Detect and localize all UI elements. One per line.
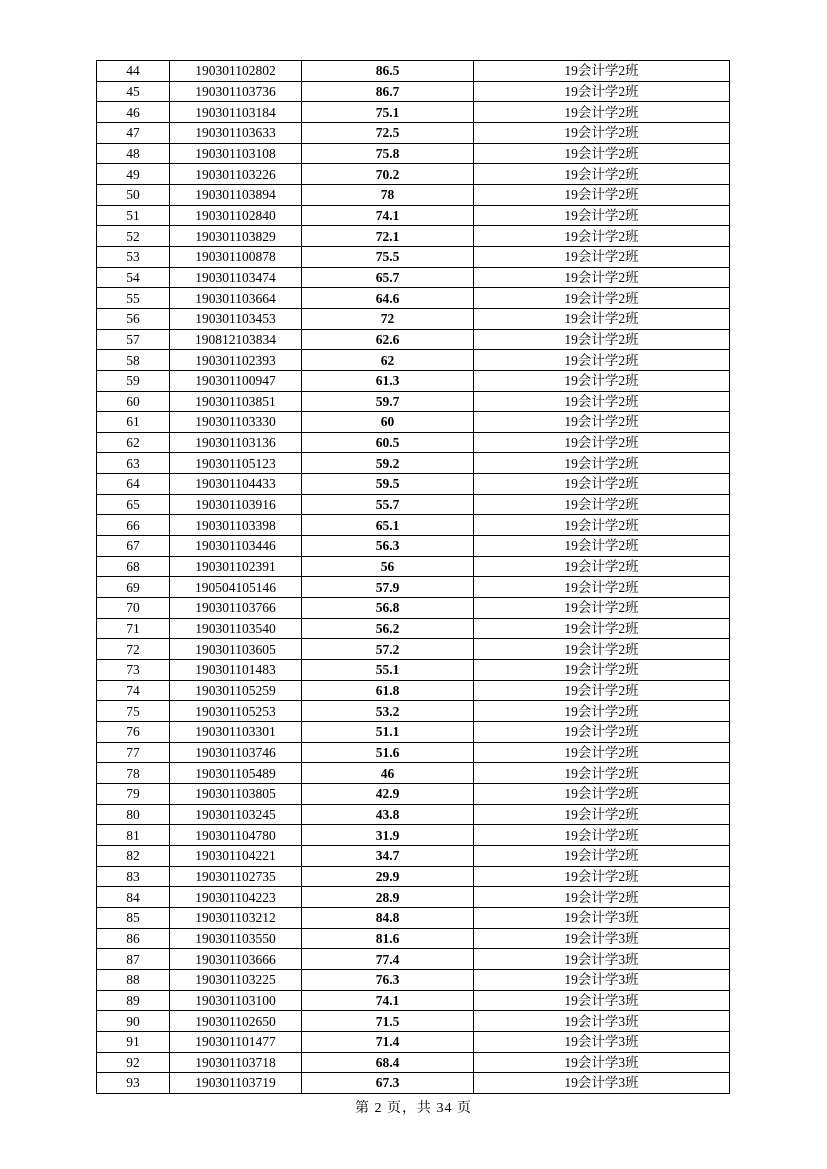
table-row (97, 370, 730, 391)
class-name-cell: 19会计学3班 (474, 969, 730, 990)
student-id-cell: 190301103225 (170, 969, 302, 990)
student-id-cell: 190301103540 (170, 618, 302, 639)
student-id-cell: 190301103108 (170, 143, 302, 164)
class-name-cell: 19会计学2班 (474, 308, 730, 329)
row-number-cell: 68 (97, 556, 170, 577)
score-cell: 65.1 (302, 515, 474, 536)
student-id-cell: 190301103851 (170, 391, 302, 412)
student-id-cell: 190301104223 (170, 887, 302, 908)
student-id-cell: 190301103301 (170, 722, 302, 743)
student-id-cell: 190301103829 (170, 226, 302, 247)
class-name-cell: 19会计学2班 (474, 887, 730, 908)
row-number-cell: 57 (97, 329, 170, 350)
score-cell: 42.9 (302, 783, 474, 804)
student-id-cell: 190301105123 (170, 453, 302, 474)
score-cell: 75.8 (302, 143, 474, 164)
class-name-cell: 19会计学2班 (474, 288, 730, 309)
student-id-cell: 190301103736 (170, 81, 302, 102)
student-id-cell: 190301102650 (170, 1011, 302, 1032)
table-row (97, 990, 730, 1011)
class-name-cell: 19会计学2班 (474, 184, 730, 205)
class-name-cell: 19会计学2班 (474, 412, 730, 433)
row-number-cell: 45 (97, 81, 170, 102)
table-row (97, 1031, 730, 1052)
row-number-cell: 46 (97, 102, 170, 123)
row-number-cell: 91 (97, 1031, 170, 1052)
table-row (97, 205, 730, 226)
row-number-cell: 90 (97, 1011, 170, 1032)
table-row (97, 267, 730, 288)
score-cell: 59.5 (302, 474, 474, 495)
student-id-cell: 190301103633 (170, 122, 302, 143)
table-row (97, 722, 730, 743)
student-id-cell: 190301103550 (170, 928, 302, 949)
student-id-cell: 190301104433 (170, 474, 302, 495)
class-name-cell: 19会计学2班 (474, 804, 730, 825)
table-row (97, 825, 730, 846)
table-row (97, 598, 730, 619)
class-name-cell: 19会计学2班 (474, 660, 730, 681)
table-row (97, 288, 730, 309)
row-number-cell: 88 (97, 969, 170, 990)
score-cell: 74.1 (302, 205, 474, 226)
score-cell: 60.5 (302, 432, 474, 453)
score-cell: 57.9 (302, 577, 474, 598)
row-number-cell: 71 (97, 618, 170, 639)
score-cell: 59.2 (302, 453, 474, 474)
student-id-cell: 190301103664 (170, 288, 302, 309)
row-number-cell: 59 (97, 370, 170, 391)
score-cell: 56.3 (302, 536, 474, 557)
score-cell: 56.8 (302, 598, 474, 619)
class-name-cell: 19会计学3班 (474, 1073, 730, 1094)
score-cell: 61.8 (302, 680, 474, 701)
student-id-cell: 190301103746 (170, 742, 302, 763)
row-number-cell: 62 (97, 432, 170, 453)
score-cell: 75.5 (302, 246, 474, 267)
class-name-cell: 19会计学2班 (474, 845, 730, 866)
row-number-cell: 77 (97, 742, 170, 763)
table-row (97, 536, 730, 557)
table-row (97, 701, 730, 722)
table-row (97, 969, 730, 990)
table-row (97, 474, 730, 495)
score-cell: 75.1 (302, 102, 474, 123)
score-cell: 29.9 (302, 866, 474, 887)
class-name-cell: 19会计学2班 (474, 267, 730, 288)
table-row (97, 329, 730, 350)
score-cell: 68.4 (302, 1052, 474, 1073)
table-row (97, 412, 730, 433)
row-number-cell: 63 (97, 453, 170, 474)
row-number-cell: 83 (97, 866, 170, 887)
table-row (97, 432, 730, 453)
score-cell: 81.6 (302, 928, 474, 949)
row-number-cell: 53 (97, 246, 170, 267)
row-number-cell: 50 (97, 184, 170, 205)
row-number-cell: 54 (97, 267, 170, 288)
score-table (96, 60, 730, 1094)
score-cell: 74.1 (302, 990, 474, 1011)
row-number-cell: 89 (97, 990, 170, 1011)
table-row (97, 61, 730, 82)
class-name-cell: 19会计学2班 (474, 246, 730, 267)
class-name-cell: 19会计学3班 (474, 1052, 730, 1073)
score-cell: 77.4 (302, 949, 474, 970)
table-row (97, 143, 730, 164)
score-cell: 86.5 (302, 61, 474, 82)
row-number-cell: 60 (97, 391, 170, 412)
row-number-cell: 66 (97, 515, 170, 536)
class-name-cell: 19会计学2班 (474, 329, 730, 350)
class-name-cell: 19会计学3班 (474, 928, 730, 949)
score-cell: 31.9 (302, 825, 474, 846)
student-id-cell: 190301100878 (170, 246, 302, 267)
class-name-cell: 19会计学2班 (474, 143, 730, 164)
score-cell: 46 (302, 763, 474, 784)
score-cell: 57.2 (302, 639, 474, 660)
class-name-cell: 19会计学2班 (474, 453, 730, 474)
class-name-cell: 19会计学2班 (474, 205, 730, 226)
table-row (97, 102, 730, 123)
table-row (97, 577, 730, 598)
score-cell: 71.4 (302, 1031, 474, 1052)
score-cell: 62.6 (302, 329, 474, 350)
student-id-cell: 190301102393 (170, 350, 302, 371)
student-id-cell: 190301101477 (170, 1031, 302, 1052)
class-name-cell: 19会计学3班 (474, 990, 730, 1011)
table-row (97, 453, 730, 474)
row-number-cell: 75 (97, 701, 170, 722)
row-number-cell: 72 (97, 639, 170, 660)
class-name-cell: 19会计学2班 (474, 350, 730, 371)
score-cell: 51.6 (302, 742, 474, 763)
class-name-cell: 19会计学2班 (474, 370, 730, 391)
table-row (97, 350, 730, 371)
score-cell: 43.8 (302, 804, 474, 825)
student-id-cell: 190301103719 (170, 1073, 302, 1094)
student-id-cell: 190301103136 (170, 432, 302, 453)
table-row (97, 804, 730, 825)
table-row (97, 949, 730, 970)
class-name-cell: 19会计学2班 (474, 556, 730, 577)
score-cell: 65.7 (302, 267, 474, 288)
class-name-cell: 19会计学2班 (474, 81, 730, 102)
row-number-cell: 78 (97, 763, 170, 784)
class-name-cell: 19会计学2班 (474, 515, 730, 536)
row-number-cell: 65 (97, 494, 170, 515)
class-name-cell: 19会计学2班 (474, 494, 730, 515)
table-row (97, 1073, 730, 1094)
row-number-cell: 61 (97, 412, 170, 433)
student-id-cell: 190301102735 (170, 866, 302, 887)
score-cell: 86.7 (302, 81, 474, 102)
row-number-cell: 69 (97, 577, 170, 598)
table-row (97, 639, 730, 660)
student-id-cell: 190301103766 (170, 598, 302, 619)
class-name-cell: 19会计学3班 (474, 1031, 730, 1052)
score-cell: 78 (302, 184, 474, 205)
table-row (97, 845, 730, 866)
class-name-cell: 19会计学3班 (474, 907, 730, 928)
score-cell: 55.1 (302, 660, 474, 681)
score-cell: 71.5 (302, 1011, 474, 1032)
class-name-cell: 19会计学2班 (474, 536, 730, 557)
student-id-cell: 190301103916 (170, 494, 302, 515)
table-row (97, 164, 730, 185)
class-name-cell: 19会计学2班 (474, 391, 730, 412)
student-id-cell: 190301103453 (170, 308, 302, 329)
table-row (97, 391, 730, 412)
student-id-cell: 190301103446 (170, 536, 302, 557)
score-cell: 34.7 (302, 845, 474, 866)
student-id-cell: 190301101483 (170, 660, 302, 681)
row-number-cell: 82 (97, 845, 170, 866)
student-id-cell: 190301103184 (170, 102, 302, 123)
student-id-cell: 190301105489 (170, 763, 302, 784)
table-row (97, 680, 730, 701)
class-name-cell: 19会计学3班 (474, 1011, 730, 1032)
class-name-cell: 19会计学2班 (474, 825, 730, 846)
score-cell: 56.2 (302, 618, 474, 639)
table-row (97, 1052, 730, 1073)
student-id-cell: 190812103834 (170, 329, 302, 350)
table-row (97, 308, 730, 329)
student-id-cell: 190301103330 (170, 412, 302, 433)
row-number-cell: 87 (97, 949, 170, 970)
score-cell: 70.2 (302, 164, 474, 185)
row-number-cell: 51 (97, 205, 170, 226)
class-name-cell: 19会计学2班 (474, 432, 730, 453)
student-id-cell: 190301103474 (170, 267, 302, 288)
score-cell: 64.6 (302, 288, 474, 309)
row-number-cell: 80 (97, 804, 170, 825)
score-cell: 55.7 (302, 494, 474, 515)
row-number-cell: 64 (97, 474, 170, 495)
table-row (97, 81, 730, 102)
class-name-cell: 19会计学2班 (474, 680, 730, 701)
class-name-cell: 19会计学2班 (474, 226, 730, 247)
score-cell: 72 (302, 308, 474, 329)
score-cell: 67.3 (302, 1073, 474, 1094)
class-name-cell: 19会计学2班 (474, 639, 730, 660)
score-cell: 28.9 (302, 887, 474, 908)
row-number-cell: 67 (97, 536, 170, 557)
row-number-cell: 86 (97, 928, 170, 949)
table-row (97, 887, 730, 908)
score-cell: 84.8 (302, 907, 474, 928)
table-row (97, 494, 730, 515)
table-row (97, 763, 730, 784)
page-number-footer: 第 2 页，共 34 页 (355, 1101, 472, 1116)
table-row (97, 246, 730, 267)
student-id-cell: 190301102391 (170, 556, 302, 577)
row-number-cell: 92 (97, 1052, 170, 1073)
class-name-cell: 19会计学2班 (474, 474, 730, 495)
row-number-cell: 93 (97, 1073, 170, 1094)
row-number-cell: 58 (97, 350, 170, 371)
student-id-cell: 190301103605 (170, 639, 302, 660)
table-row (97, 742, 730, 763)
class-name-cell: 19会计学2班 (474, 866, 730, 887)
table-row (97, 184, 730, 205)
student-id-cell: 190301103398 (170, 515, 302, 536)
score-cell: 62 (302, 350, 474, 371)
class-name-cell: 19会计学2班 (474, 701, 730, 722)
row-number-cell: 70 (97, 598, 170, 619)
class-name-cell: 19会计学3班 (474, 949, 730, 970)
class-name-cell: 19会计学2班 (474, 577, 730, 598)
class-name-cell: 19会计学2班 (474, 722, 730, 743)
table-row (97, 866, 730, 887)
student-id-cell: 190301103226 (170, 164, 302, 185)
student-id-cell: 190301103245 (170, 804, 302, 825)
class-name-cell: 19会计学2班 (474, 61, 730, 82)
table-row (97, 660, 730, 681)
row-number-cell: 56 (97, 308, 170, 329)
table-row (97, 907, 730, 928)
row-number-cell: 84 (97, 887, 170, 908)
score-cell: 61.3 (302, 370, 474, 391)
class-name-cell: 19会计学2班 (474, 763, 730, 784)
student-id-cell: 190301105259 (170, 680, 302, 701)
class-name-cell: 19会计学2班 (474, 742, 730, 763)
student-id-cell: 190301103894 (170, 184, 302, 205)
student-id-cell: 190301104221 (170, 845, 302, 866)
score-cell: 51.1 (302, 722, 474, 743)
student-id-cell: 190301103666 (170, 949, 302, 970)
score-table-body (97, 61, 730, 1094)
score-cell: 59.7 (302, 391, 474, 412)
row-number-cell: 52 (97, 226, 170, 247)
student-id-cell: 190301104780 (170, 825, 302, 846)
table-row (97, 515, 730, 536)
table-row (97, 556, 730, 577)
score-cell: 56 (302, 556, 474, 577)
table-row (97, 1011, 730, 1032)
row-number-cell: 85 (97, 907, 170, 928)
row-number-cell: 73 (97, 660, 170, 681)
class-name-cell: 19会计学2班 (474, 122, 730, 143)
student-id-cell: 190301102802 (170, 61, 302, 82)
score-cell: 53.2 (302, 701, 474, 722)
student-id-cell: 190301103100 (170, 990, 302, 1011)
row-number-cell: 81 (97, 825, 170, 846)
table-row (97, 122, 730, 143)
row-number-cell: 47 (97, 122, 170, 143)
student-id-cell: 190301103212 (170, 907, 302, 928)
table-row (97, 783, 730, 804)
row-number-cell: 48 (97, 143, 170, 164)
class-name-cell: 19会计学2班 (474, 598, 730, 619)
class-name-cell: 19会计学2班 (474, 102, 730, 123)
score-cell: 76.3 (302, 969, 474, 990)
score-cell: 72.5 (302, 122, 474, 143)
row-number-cell: 79 (97, 783, 170, 804)
student-id-cell: 190301102840 (170, 205, 302, 226)
row-number-cell: 44 (97, 61, 170, 82)
score-cell: 60 (302, 412, 474, 433)
class-name-cell: 19会计学2班 (474, 783, 730, 804)
table-row (97, 226, 730, 247)
student-id-cell: 190301100947 (170, 370, 302, 391)
row-number-cell: 74 (97, 680, 170, 701)
student-id-cell: 190504105146 (170, 577, 302, 598)
class-name-cell: 19会计学2班 (474, 618, 730, 639)
student-id-cell: 190301103805 (170, 783, 302, 804)
table-row (97, 618, 730, 639)
class-name-cell: 19会计学2班 (474, 164, 730, 185)
student-id-cell: 190301103718 (170, 1052, 302, 1073)
student-id-cell: 190301105253 (170, 701, 302, 722)
row-number-cell: 76 (97, 722, 170, 743)
score-cell: 72.1 (302, 226, 474, 247)
row-number-cell: 55 (97, 288, 170, 309)
table-row (97, 928, 730, 949)
row-number-cell: 49 (97, 164, 170, 185)
